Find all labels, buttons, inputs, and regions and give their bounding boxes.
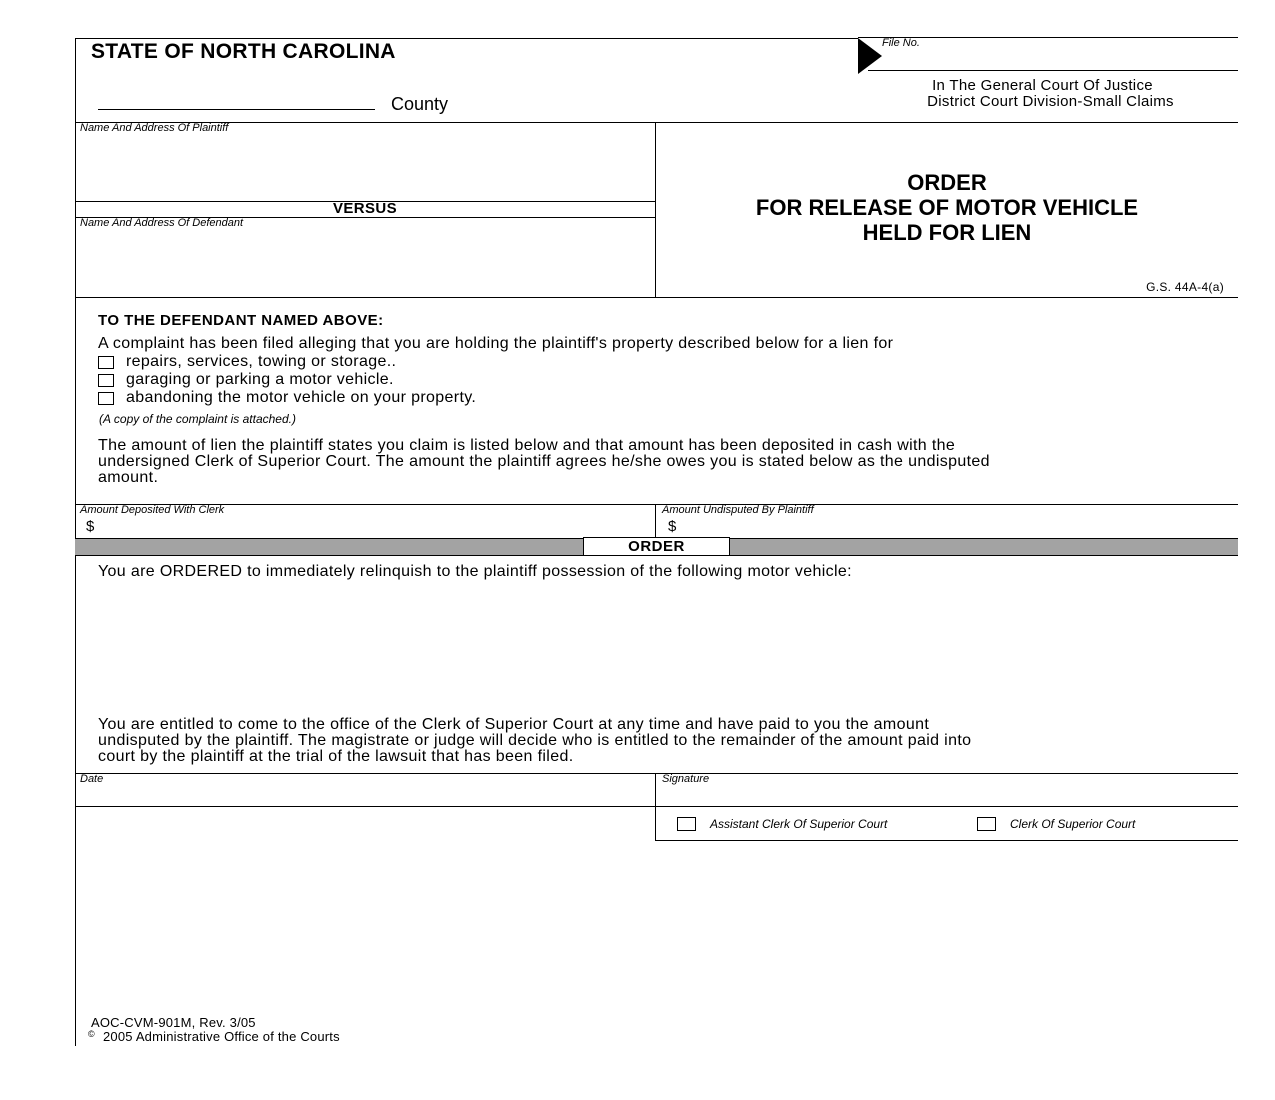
file-no-bottom-line xyxy=(868,70,1238,71)
defendant-label: Name And Address Of Defendant xyxy=(80,217,244,229)
copyright-text: 2005 Administrative Office of the Courts xyxy=(103,1029,340,1044)
option-repairs-checkbox[interactable] xyxy=(98,356,114,369)
form-title-line-3: HELD FOR LIEN xyxy=(862,220,1032,245)
notice-heading: TO THE DEFENDANT NAMED ABOVE: xyxy=(98,312,384,329)
option-abandoning-label: abandoning the motor vehicle on your property. xyxy=(126,389,477,406)
parties-bottom-line xyxy=(75,297,1238,298)
file-no-label: File No. xyxy=(882,37,920,49)
date-field[interactable] xyxy=(78,788,648,806)
deposited-amount-field[interactable] xyxy=(98,518,648,536)
county-blank-line xyxy=(98,109,375,110)
signature-label: Signature xyxy=(662,773,710,785)
defendant-field[interactable] xyxy=(76,232,654,296)
copy-note: (A copy of the complaint is attached.) xyxy=(99,412,296,426)
undisputed-amount-field[interactable] xyxy=(680,518,1230,536)
option-abandoning-checkbox[interactable] xyxy=(98,392,114,405)
copyright-symbol: © xyxy=(88,1029,95,1039)
assistant-clerk-label: Assistant Clerk Of Superior Court xyxy=(710,817,888,831)
amount-paragraph-line-3: amount. xyxy=(98,469,159,486)
order-text: You are ORDERED to immediately relinquish to the plaintiff possession of the following motor vehicle: xyxy=(98,563,852,580)
entitled-paragraph-line-2: undisputed by the plaintiff. The magistrate or judge will decide who is entitled to the remainder of the amount paid into xyxy=(98,732,972,749)
entitled-paragraph-line-3: court by the plaintiff at the trial of the lawsuit that has been filed. xyxy=(98,748,574,765)
clerk-checkbox[interactable] xyxy=(977,817,996,831)
deposited-dollar-symbol: $ xyxy=(86,518,95,535)
option-garaging-label: garaging or parking a motor vehicle. xyxy=(126,371,394,388)
signature-bottom-line xyxy=(75,806,1238,807)
notice-intro: A complaint has been filed alleging that you are holding the plaintiff's property described below for a lien for xyxy=(98,335,894,352)
signature-divider xyxy=(655,773,656,841)
entitled-paragraph-line-1: You are entitled to come to the office of the Clerk of Superior Court at any time and have paid to you the amount xyxy=(98,716,930,733)
amounts-top-line xyxy=(75,504,1238,505)
file-no-top-line xyxy=(858,37,1238,38)
court-line-1: In The General Court Of Justice xyxy=(932,77,1153,94)
signature-top-line xyxy=(75,773,1238,774)
amount-paragraph-line-1: The amount of lien the plaintiff states you claim is listed below and that amount has been deposited in cash with the xyxy=(98,437,956,454)
amounts-divider xyxy=(655,504,656,538)
deposited-label: Amount Deposited With Clerk xyxy=(80,504,225,516)
county-label: County xyxy=(391,94,449,114)
clerk-options-bottom-line xyxy=(655,840,1238,841)
plaintiff-field[interactable] xyxy=(76,137,654,200)
state-title: STATE OF NORTH CAROLINA xyxy=(91,40,396,63)
plaintiff-label: Name And Address Of Plaintiff xyxy=(80,122,229,134)
form-title-line-1: ORDER xyxy=(907,170,987,195)
form-title-line-2: FOR RELEASE OF MOTOR VEHICLE xyxy=(755,195,1139,220)
court-line-2: District Court Division-Small Claims xyxy=(927,93,1174,110)
clerk-label: Clerk Of Superior Court xyxy=(1010,817,1136,831)
option-repairs-label: repairs, services, towing or storage.. xyxy=(126,353,397,370)
statute-reference: G.S. 44A-4(a) xyxy=(1146,280,1224,294)
parties-top-line xyxy=(75,122,1238,123)
undisputed-dollar-symbol: $ xyxy=(668,518,677,535)
signature-field[interactable] xyxy=(660,788,1230,806)
date-label: Date xyxy=(80,773,104,785)
assistant-clerk-checkbox[interactable] xyxy=(677,817,696,831)
top-border xyxy=(75,38,858,39)
option-garaging-checkbox[interactable] xyxy=(98,374,114,387)
amount-paragraph-line-2: undersigned Clerk of Superior Court. The amount the plaintiff agrees he/she owes you is stated below as the undisputed xyxy=(98,453,990,470)
form-id: AOC-CVM-901M, Rev. 3/05 xyxy=(91,1015,256,1030)
undisputed-label: Amount Undisputed By Plaintiff xyxy=(662,504,814,516)
vehicle-description-field[interactable] xyxy=(98,585,1218,705)
versus-label: VERSUS xyxy=(332,200,398,217)
order-banner-label: ORDER xyxy=(583,537,730,556)
